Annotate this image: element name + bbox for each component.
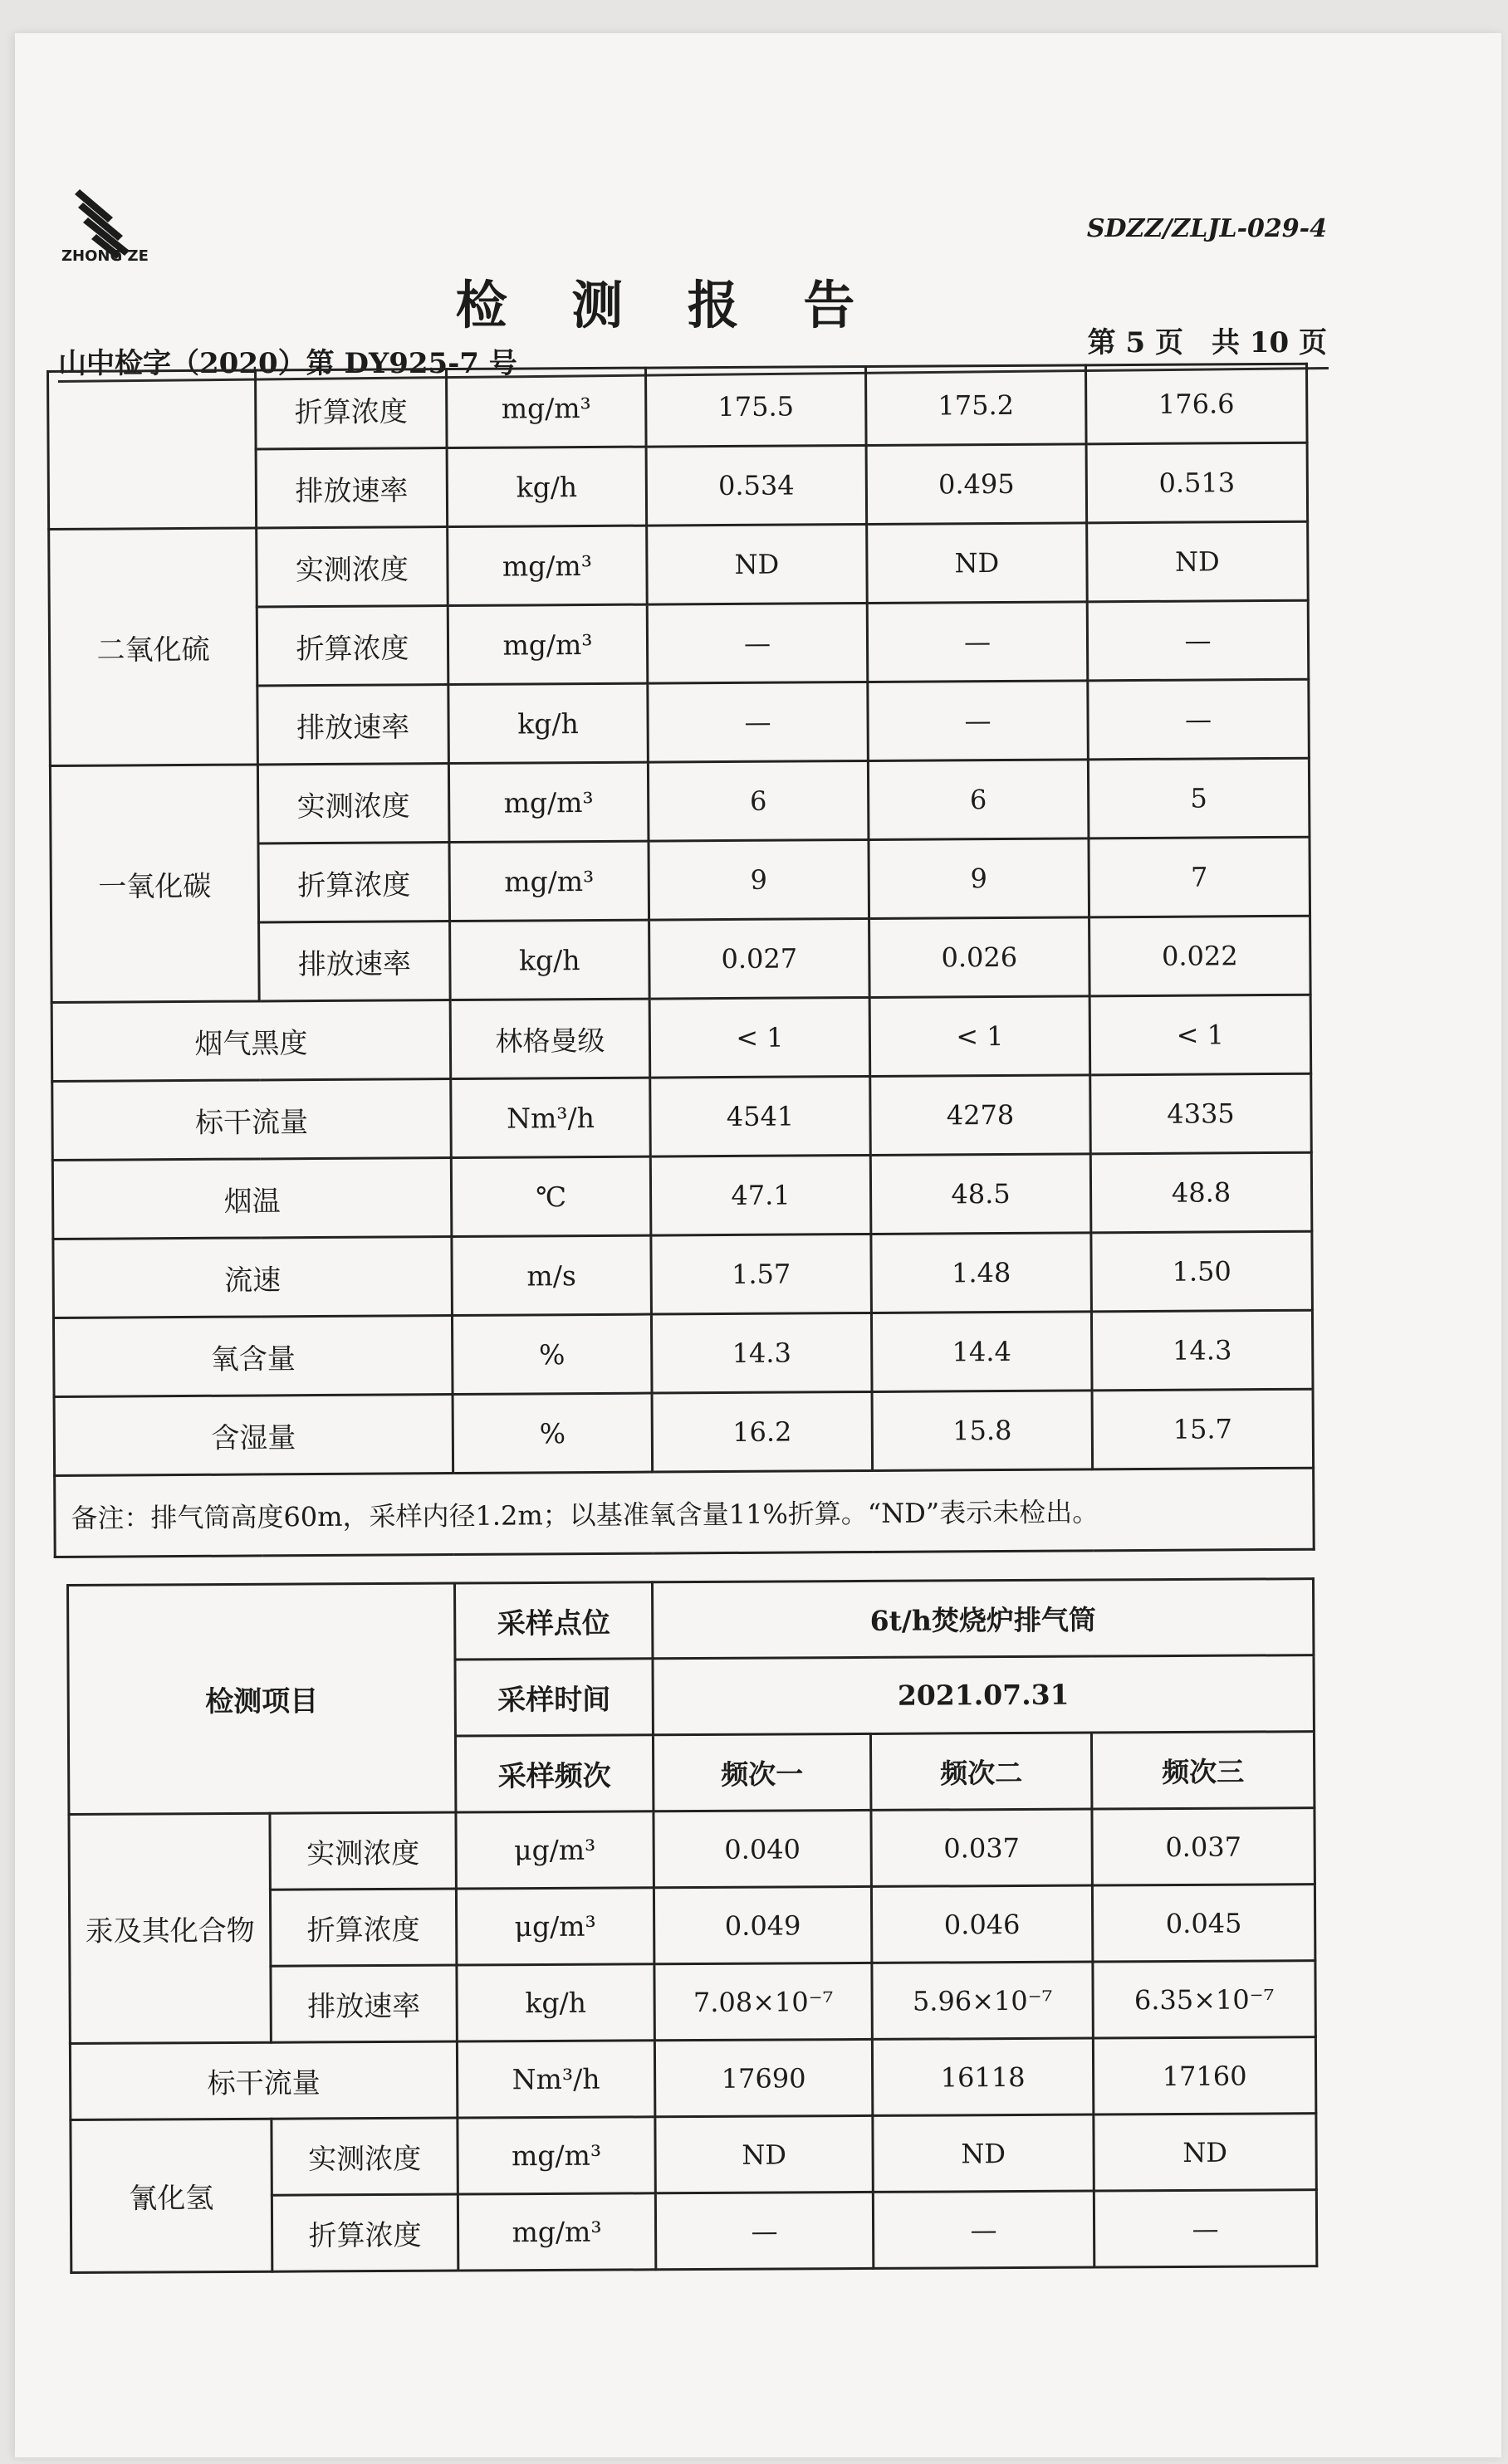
value-cell: ND: [867, 523, 1088, 604]
value-cell: 16.2: [652, 1391, 873, 1472]
value-cell: —: [655, 2192, 873, 2269]
frequency-3-header: 频次三: [1091, 1732, 1315, 1809]
value-cell: —: [868, 681, 1089, 761]
detection-item-header: 检测项目: [68, 1583, 456, 1814]
value-cell: < 1: [649, 997, 870, 1078]
value-cell: 1.57: [651, 1234, 872, 1314]
table-header-row: [68, 1579, 1314, 1662]
table-row: [53, 1310, 1313, 1396]
unit-cell: kg/h: [447, 447, 647, 526]
sampling-time-value: 2021.07.31: [653, 1655, 1315, 1735]
emission-results-table: [47, 363, 1315, 1558]
table-row: [71, 2114, 1316, 2197]
item-cell: 标干流量: [70, 2041, 457, 2119]
value-cell: 0.534: [646, 445, 867, 526]
page-number: 第 5 页 共 10 页: [1087, 326, 1327, 359]
value-cell: 17690: [654, 2039, 872, 2116]
logo-text: ZHONG ZE: [61, 247, 149, 265]
value-cell: —: [1088, 679, 1310, 760]
table-row: [51, 995, 1311, 1081]
item-cell: 氧含量: [53, 1316, 453, 1397]
unit-cell: ℃: [451, 1156, 651, 1236]
unit-cell: kg/h: [450, 920, 650, 1000]
value-cell: 1.48: [871, 1233, 1092, 1313]
group-cell: 二氧化硫: [49, 528, 258, 766]
value-cell: 47.1: [650, 1155, 871, 1235]
unit-cell: mg/m³: [458, 2117, 655, 2194]
item-cell: 折算浓度: [256, 369, 448, 449]
value-cell: ND: [1094, 2114, 1317, 2191]
value-cell: —: [1087, 600, 1309, 681]
value-cell: ND: [655, 2115, 873, 2193]
value-cell: 9: [649, 839, 869, 920]
value-cell: 0.046: [871, 1885, 1092, 1963]
frequency-1-header: 频次一: [653, 1733, 870, 1811]
unit-cell: kg/h: [457, 1964, 654, 2041]
unit-cell: %: [453, 1393, 653, 1473]
value-cell: 0.026: [869, 917, 1090, 998]
unit-cell: mg/m³: [447, 368, 647, 447]
item-cell: 实测浓度: [272, 2118, 458, 2195]
unit-cell: %: [452, 1314, 652, 1394]
value-cell: 0.022: [1089, 916, 1311, 996]
unit-cell: m/s: [452, 1235, 652, 1315]
document-title: 检 测 报 告: [455, 275, 879, 335]
value-cell: ND: [873, 2114, 1094, 2192]
item-cell: 烟温: [52, 1158, 452, 1239]
item-cell: 流速: [53, 1237, 453, 1318]
table-row: [69, 1808, 1315, 1891]
value-cell: —: [867, 602, 1088, 682]
value-cell: ND: [1087, 521, 1309, 602]
item-cell: 实测浓度: [270, 1812, 456, 1890]
table-row: [50, 758, 1310, 844]
table-row: [53, 1231, 1313, 1318]
value-cell: < 1: [869, 996, 1090, 1077]
value-cell: 5.96×10⁻⁷: [872, 1962, 1093, 2039]
table-note: 备注：排气筒高度60m，采样内径1.2m；以基准氧含量11%折算。“ND”表示未检出。: [55, 1468, 1315, 1557]
value-cell: 175.5: [645, 366, 866, 447]
unit-cell: mg/m³: [448, 762, 649, 842]
value-cell: 0.027: [649, 918, 870, 999]
item-cell: 排放速率: [256, 448, 448, 528]
group-cell: [48, 370, 257, 530]
item-cell: 实测浓度: [257, 527, 448, 607]
value-cell: 7.08×10⁻⁷: [654, 1963, 872, 2040]
value-cell: 0.037: [871, 1809, 1092, 1886]
value-cell: 9: [869, 838, 1089, 919]
unit-cell: μg/m³: [456, 1888, 654, 1965]
item-cell: 排放速率: [271, 1965, 457, 2042]
value-cell: 48.5: [870, 1154, 1091, 1234]
unit-cell: Nm³/h: [451, 1078, 651, 1157]
value-cell: 6.35×10⁻⁷: [1093, 1961, 1316, 2038]
table-row: [48, 364, 1308, 450]
value-cell: —: [647, 603, 868, 683]
item-cell: 标干流量: [52, 1079, 452, 1161]
value-cell: 6: [868, 760, 1089, 840]
value-cell: 14.3: [1091, 1310, 1313, 1391]
unit-cell: mg/m³: [448, 526, 648, 605]
document-code: SDZZ/ZLJL-029-4: [1086, 214, 1327, 243]
value-cell: 0.495: [866, 444, 1087, 525]
sampling-frequency-label: 采样频次: [455, 1735, 653, 1812]
unit-cell: mg/m³: [448, 604, 648, 684]
value-cell: —: [1094, 2190, 1317, 2267]
table-row: [52, 1152, 1312, 1239]
value-cell: < 1: [1089, 995, 1311, 1075]
value-cell: 0.513: [1086, 442, 1308, 523]
value-cell: 6: [648, 760, 869, 841]
value-cell: 14.3: [651, 1313, 872, 1393]
unit-cell: kg/h: [448, 683, 649, 763]
value-cell: 4335: [1090, 1073, 1312, 1154]
frequency-2-header: 频次二: [870, 1733, 1091, 1810]
item-cell: 排放速率: [259, 922, 451, 1001]
report-number: 山中检字（2020）第 DY925-7 号: [58, 347, 517, 380]
value-cell: 16118: [872, 2038, 1093, 2115]
unit-cell: μg/m³: [456, 1811, 654, 1889]
group-cell: 氰化氢: [71, 2119, 272, 2272]
value-cell: 0.040: [654, 1810, 871, 1887]
table-row: [49, 521, 1309, 608]
value-cell: 176.6: [1085, 364, 1307, 444]
value-cell: 4541: [650, 1076, 871, 1156]
mercury-hcn-results-table: [66, 1577, 1318, 2274]
item-cell: 折算浓度: [270, 1889, 456, 1966]
item-cell: 折算浓度: [258, 843, 450, 922]
value-cell: ND: [647, 524, 868, 604]
value-cell: 0.045: [1092, 1885, 1315, 1962]
unit-cell: mg/m³: [449, 841, 649, 921]
sampling-point-label: 采样点位: [455, 1582, 653, 1660]
unit-cell: 林格曼级: [450, 999, 650, 1078]
value-cell: —: [873, 2191, 1094, 2268]
value-cell: 0.037: [1092, 1808, 1315, 1885]
unit-cell: Nm³/h: [457, 2041, 654, 2118]
value-cell: 175.2: [865, 365, 1086, 446]
item-cell: 排放速率: [257, 685, 449, 765]
item-cell: 实测浓度: [257, 764, 449, 843]
note-row: [55, 1468, 1315, 1557]
group-cell: 汞及其化合物: [69, 1813, 271, 2043]
item-cell: 烟气黑度: [51, 1000, 451, 1082]
item-cell: 折算浓度: [272, 2194, 458, 2271]
value-cell: 15.7: [1092, 1389, 1314, 1469]
value-cell: 5: [1088, 758, 1310, 838]
value-cell: 1.50: [1091, 1231, 1313, 1312]
table-row: [54, 1389, 1314, 1475]
value-cell: 17160: [1093, 2037, 1316, 2114]
group-cell: 一氧化碳: [50, 765, 259, 1003]
table-row: [70, 2037, 1315, 2120]
value-cell: 15.8: [872, 1391, 1093, 1471]
unit-cell: mg/m³: [458, 2193, 655, 2271]
item-cell: 含湿量: [54, 1395, 453, 1476]
value-cell: 7: [1089, 837, 1310, 917]
item-cell: 折算浓度: [257, 606, 448, 686]
sampling-time-label: 采样时间: [455, 1659, 653, 1736]
value-cell: 0.049: [654, 1886, 871, 1963]
sampling-point-value: 6t/h焚烧炉排气筒: [652, 1579, 1314, 1659]
value-cell: —: [648, 682, 869, 762]
table-row: [52, 1073, 1312, 1160]
value-cell: 14.4: [871, 1312, 1092, 1392]
value-cell: 4278: [870, 1075, 1091, 1156]
value-cell: 48.8: [1090, 1152, 1312, 1233]
